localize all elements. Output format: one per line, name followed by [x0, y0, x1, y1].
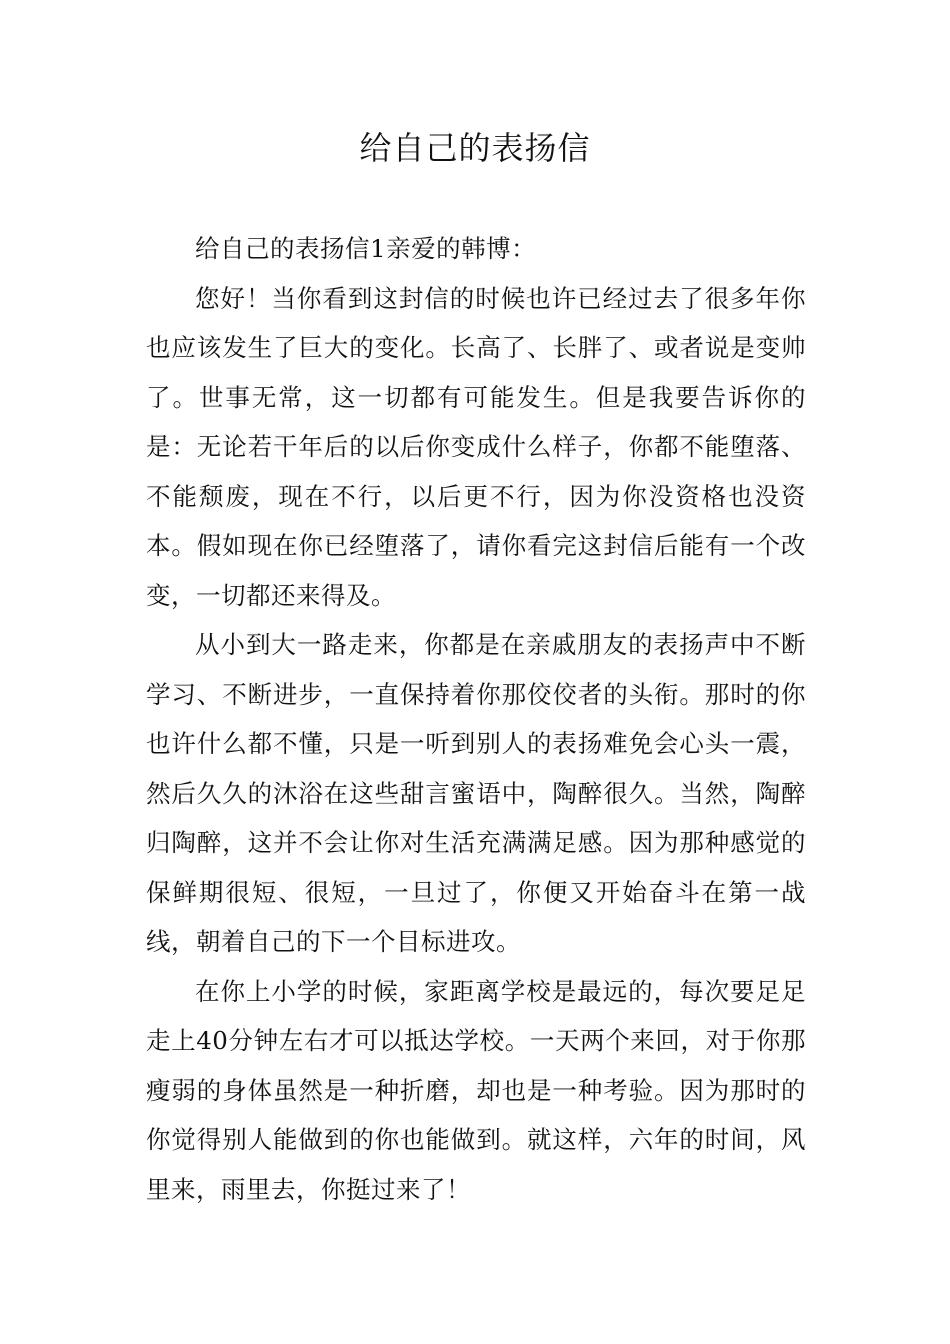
paragraph-salutation: 给自己的表扬信1亲爱的韩博： — [195, 234, 537, 263]
document-title: 给自己的表扬信 — [359, 129, 591, 167]
paragraph-greeting: 您好！当你看到这封信的时候也许已经过去了很多年你也应该发生了巨大的变化。长高了、长胖了、或者说是变帅了。世事无常，这一切都有可能发生。但是我要告诉你的是：无论若干年后的以后你变成什么样子，你都不能堕落、不能颓废，现在不行，以后更不行，因为你没资格也没资本。假如现在你已经堕落了，请你看完这封信后能有一个改变，一切都还来得及。 — [146, 283, 806, 610]
paragraph-school-walk: 在你上小学的时候，家距离学校是最远的，每次要足足走上40分钟左右才可以抵达学校。一天两个来回，对于你那瘦弱的身体虽然是一种折磨，却也是一种考验。因为那时的你觉得别人能做到的你也能做到。就这样，六年的时间，风里来，雨里去，你挺过来了！ — [146, 976, 806, 1204]
paragraph-growing-up: 从小到大一路走来，你都是在亲戚朋友的表扬声中不断学习、不断进步，一直保持着你那佼佼者的头衔。那时的你也许什么都不懂，只是一听到别人的表扬难免会心头一震，然后久久的沐浴在这些甜言蜜语中，陶醉很久。当然，陶醉归陶醉，这并不会让你对生活充满满足感。因为那种感觉的保鲜期很短、很短，一旦过了，你便又开始奋斗在第一战线，朝着自己的下一个目标进攻。 — [146, 630, 806, 956]
document-body — [146, 224, 806, 1214]
